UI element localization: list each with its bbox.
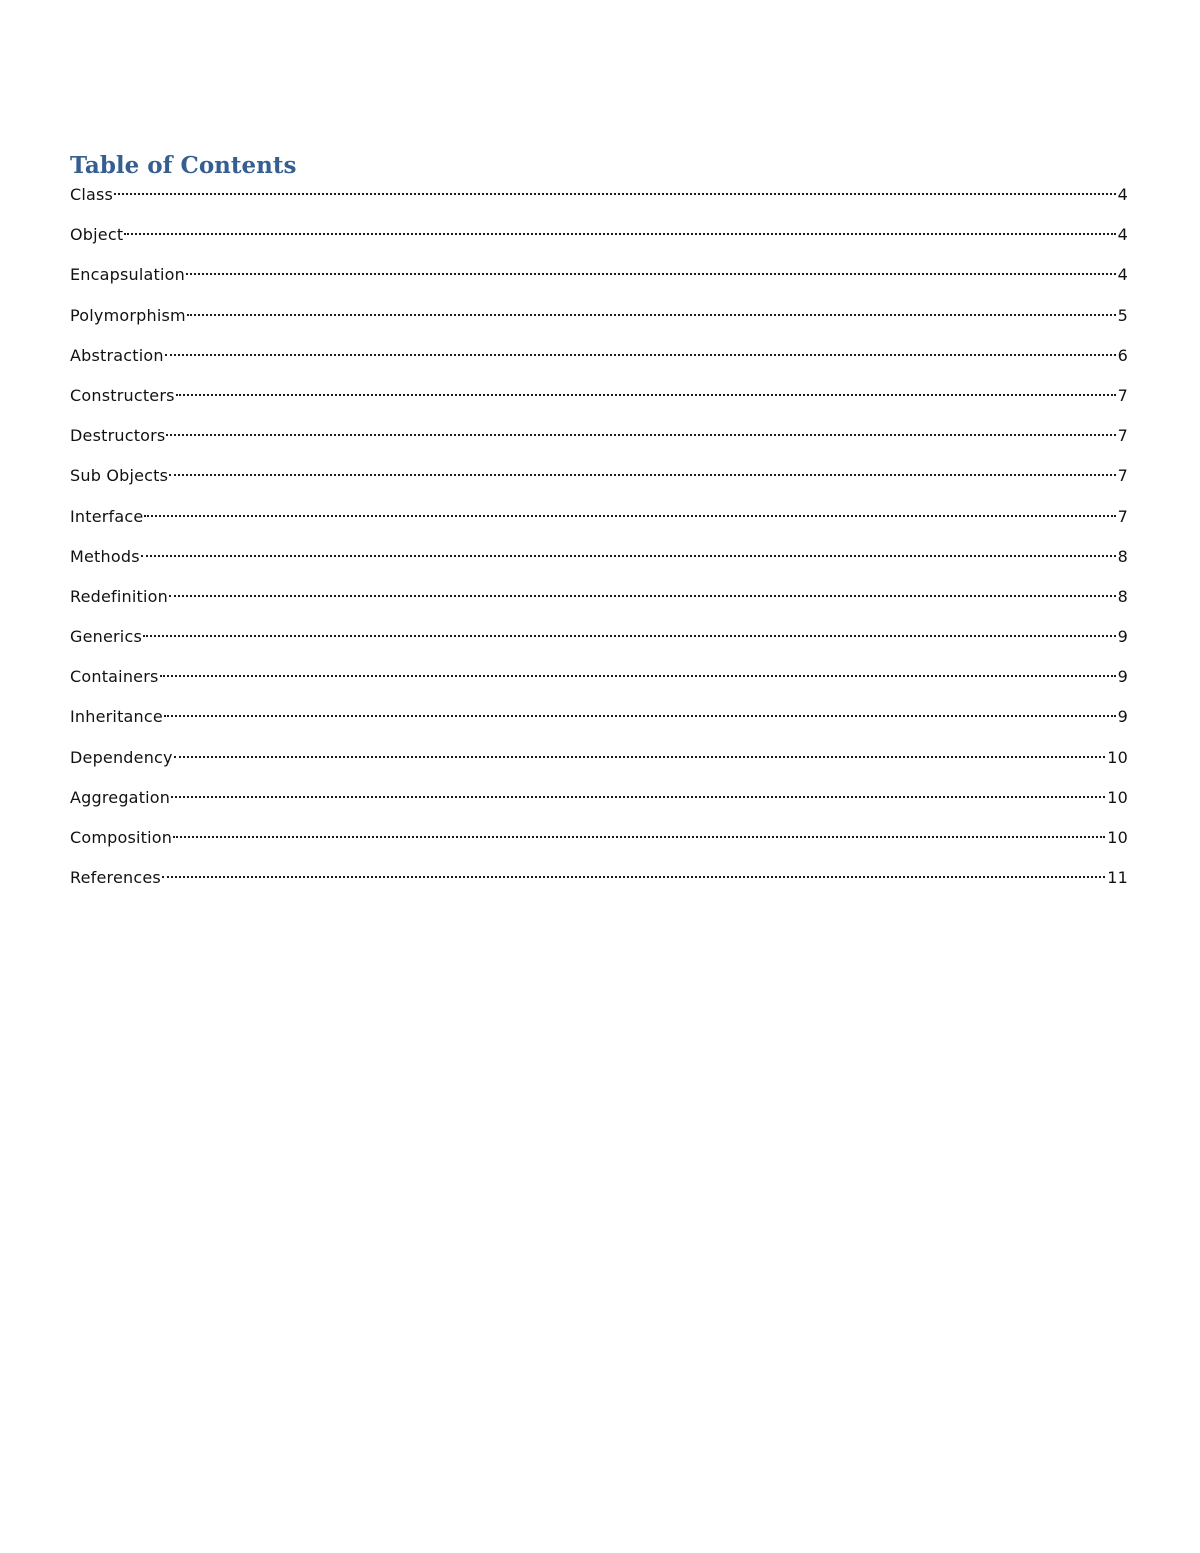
toc-entry-page: 9: [1117, 627, 1128, 647]
toc-dot-leader: [174, 743, 1106, 763]
toc-entry[interactable]: [70, 220, 1128, 260]
toc-entry[interactable]: [70, 783, 1128, 823]
toc-entry-page: 11: [1107, 868, 1128, 888]
toc-entry[interactable]: [70, 180, 1128, 220]
toc-entry-label: Class: [70, 185, 114, 204]
table-of-contents: [70, 146, 1128, 903]
toc-dot-leader: [176, 381, 1116, 401]
toc-title: Table of Contents: [70, 152, 297, 179]
toc-entry[interactable]: [70, 662, 1128, 702]
toc-entry-page: 4: [1117, 265, 1128, 285]
toc-entry[interactable]: [70, 421, 1128, 461]
toc-entry-page: 7: [1117, 506, 1128, 526]
toc-dot-leader: [141, 542, 1116, 562]
toc-entry-label: Constructers: [70, 385, 175, 405]
toc-dot-leader: [169, 461, 1115, 481]
toc-entry-page: 9: [1117, 667, 1128, 687]
toc-entry-label: Dependency: [70, 747, 173, 767]
toc-dot-leader: [187, 301, 1116, 321]
toc-entry[interactable]: [70, 260, 1128, 300]
toc-entry-page: 4: [1117, 225, 1128, 245]
toc-entry-label: Interface: [70, 506, 144, 526]
toc-dot-leader: [143, 622, 1116, 642]
toc-entry[interactable]: [70, 461, 1128, 501]
toc-entry[interactable]: [70, 823, 1128, 863]
toc-entry-label: Polymorphism: [70, 305, 186, 325]
toc-dot-leader: [114, 180, 1116, 200]
toc-entry-label: Destructors: [70, 426, 166, 446]
toc-entry-label: Abstraction: [70, 345, 164, 365]
toc-entry-page: 10: [1107, 828, 1128, 847]
toc-entry[interactable]: [70, 863, 1128, 903]
toc-entry-label: Redefinition: [70, 586, 168, 606]
toc-dot-leader: [144, 502, 1115, 522]
toc-entry-page: 7: [1117, 466, 1128, 486]
toc-entry-page: 4: [1117, 185, 1128, 204]
toc-entry-label: Sub Objects: [70, 466, 169, 486]
toc-entry[interactable]: [70, 702, 1128, 742]
toc-entry[interactable]: [70, 622, 1128, 662]
toc-entry-label: Object: [70, 225, 124, 245]
toc-entry[interactable]: [70, 341, 1128, 381]
toc-entry-page: 9: [1117, 707, 1128, 727]
toc-entry-label: References: [70, 868, 161, 888]
toc-entry[interactable]: [70, 542, 1128, 582]
toc-dot-leader: [124, 220, 1115, 240]
toc-entry-label: Inheritance: [70, 707, 163, 727]
toc-entry-label: Containers: [70, 667, 159, 687]
toc-dot-leader: [166, 421, 1115, 441]
toc-entry-page: 5: [1117, 305, 1128, 325]
toc-entry-page: 6: [1117, 345, 1128, 365]
toc-dot-leader: [169, 582, 1116, 602]
toc-entry-page: 8: [1117, 586, 1128, 606]
toc-entry[interactable]: [70, 582, 1128, 622]
toc-entry[interactable]: [70, 301, 1128, 341]
toc-entry[interactable]: [70, 502, 1128, 542]
toc-dot-leader: [160, 662, 1116, 682]
toc-entry-page: 10: [1107, 787, 1128, 807]
toc-entry-page: 10: [1107, 747, 1128, 767]
toc-entry-label: Generics: [70, 627, 142, 647]
toc-dot-leader: [173, 823, 1105, 843]
toc-dot-leader: [186, 260, 1116, 280]
toc-entry[interactable]: [70, 743, 1128, 783]
toc-dot-leader: [162, 863, 1105, 883]
toc-entry-label: Methods: [70, 546, 140, 566]
toc-entry-page: 7: [1117, 385, 1128, 405]
toc-entry-label: Composition: [70, 828, 173, 847]
toc-entry-page: 7: [1117, 426, 1128, 446]
toc-entry-label: Encapsulation: [70, 265, 185, 285]
toc-entry-page: 8: [1117, 546, 1128, 566]
toc-dot-leader: [165, 341, 1116, 361]
toc-dot-leader: [171, 783, 1105, 803]
toc-dot-leader: [164, 702, 1116, 722]
toc-entry[interactable]: [70, 381, 1128, 421]
toc-list: [70, 180, 1128, 903]
toc-entry-label: Aggregation: [70, 787, 171, 807]
